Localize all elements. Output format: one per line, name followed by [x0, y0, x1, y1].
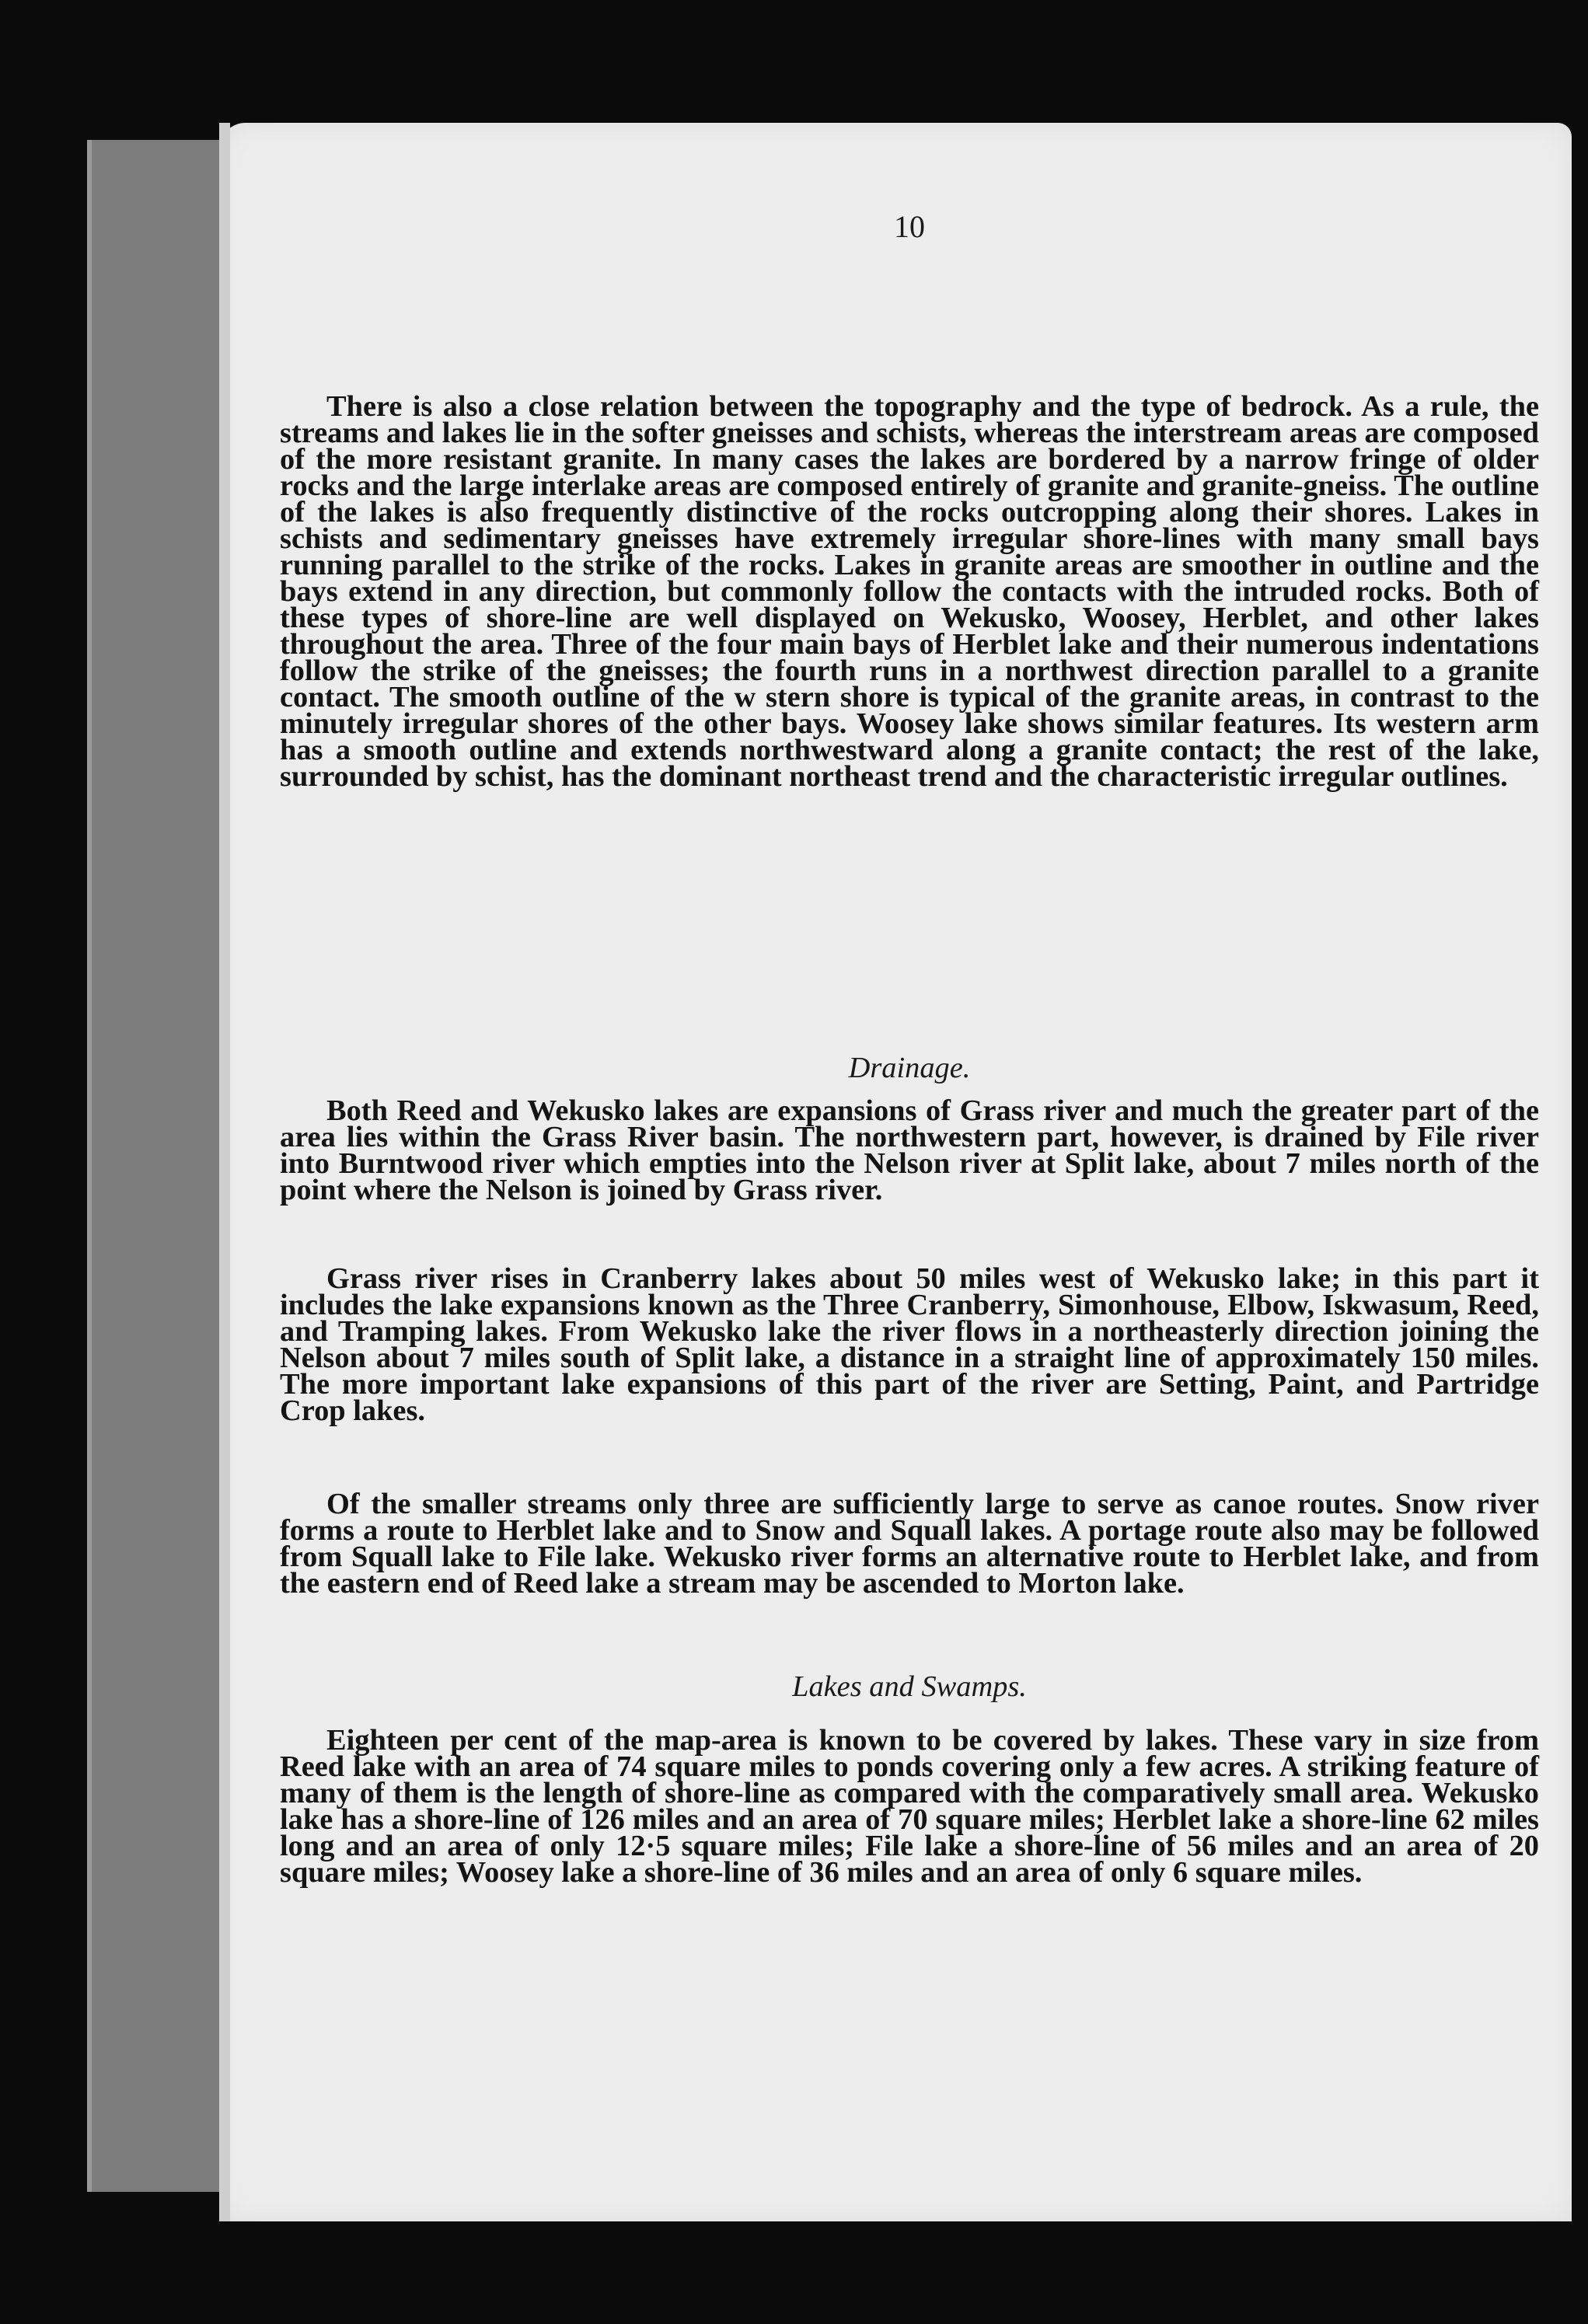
heading-lakes-wrap	[280, 1670, 1539, 1704]
section-lakes	[280, 1724, 1539, 1889]
heading-drainage-wrap	[280, 1051, 1539, 1085]
section-drainage	[280, 1094, 1539, 1206]
page-number: 10	[894, 209, 925, 244]
paragraph-bedrock-relation: There is also a close relation between the topography and the type of bedrock. As a rule, the streams and lakes lie in the softer gneisses and schists, whereas the interstream areas are composed of the more resistant granite. In many cases the lakes are bordered by a narrow fringe of older rocks and the large interlake areas are composed entirely of granite and granite-gneiss. The outline of the lakes is also frequently distinctive of the rocks outcropping along their shores. Lakes in schists and sedimentary gneisses have extremely irregular shore-lines with many small bays running parallel to the strike of the rocks. Lakes in granite areas are smoother in outline and the bays extend in any direction, but commonly follow the contacts with the intruded rocks. Both of these types of shore-line are well displayed on Wekusko, Woosey, Herblet, and other lakes throughout the area. Three of the four main bays of Herblet lake and their numerous indentations follow the strike of the gneisses; the fourth runs in a northwest direction parallel to a granite contact. The smooth outline of the w stern shore is typical of the granite areas, in contrast to the minutely irregular shores of the other bays. Woosey lake shows similar features. Its western arm has a smooth outline and extends northwestward along a granite contact; the rest of the lake, surrounded by schist, has the dominant northeast trend and the characteristic irregular outlines.	[280, 390, 1539, 793]
section-topography	[280, 390, 1539, 793]
heading-lakes-and-swamps: Lakes and Swamps.	[792, 1670, 1027, 1703]
paragraph-canoe-routes: Of the smaller streams only three are sufficiently large to serve as canoe routes. Snow river forms a route to Herblet lake and to Snow and Squall lakes. A portage route also may be followed from Squall lake to File lake. Wekusko river forms an alternative route to Herblet lake, and from the eastern end of Reed lake a stream may be ascended to Morton lake.	[280, 1488, 1539, 1600]
paragraph-grass-river: Grass river rises in Cranberry lakes about 50 miles west of Wekusko lake; in this part it includes the lake expansions known as the Three Cranberry, Simonhouse, Elbow, Iskwasum, Reed, and Tramping lakes. From Wekusko lake the river flows in a northeasterly direction joining the Nelson about 7 miles south of Split lake, a distance in a straight line of approximately 150 miles. The more important lake expansions of this part of the river are Setting, Paint, and Partridge Crop lakes.	[280, 1262, 1539, 1427]
paragraph-drainage-basins: Both Reed and Wekusko lakes are expansions of Grass river and much the greater part of the area lies within the Grass River basin. The northwestern part, however, is drained by File river into Burntwood river which empties into the Nelson river at Split lake, about 7 miles north of the point where the Nelson is joined by Grass river.	[280, 1094, 1539, 1206]
underlying-page-edge	[87, 140, 239, 2192]
paragraph-lakes-area: Eighteen per cent of the map-area is known to be covered by lakes. These vary in size from Reed lake with an area of 74 square miles to ponds covering only a few acres. A striking feature of many of them is the length of shore-line as compared with the comparatively small area. Wekusko lake has a shore-line of 126 miles and an area of 70 square miles; Herblet lake a shore-line 62 miles long and an area of only 12·5 square miles; File lake a shore-line of 56 miles and an area of 20 square miles; Woosey lake a shore-line of 36 miles and an area of only 6 square miles.	[280, 1724, 1539, 1889]
page-left-edge-shadow	[219, 123, 230, 2221]
section-grass-river	[280, 1262, 1539, 1427]
section-canoe-routes	[280, 1488, 1539, 1600]
heading-drainage: Drainage.	[848, 1052, 971, 1084]
